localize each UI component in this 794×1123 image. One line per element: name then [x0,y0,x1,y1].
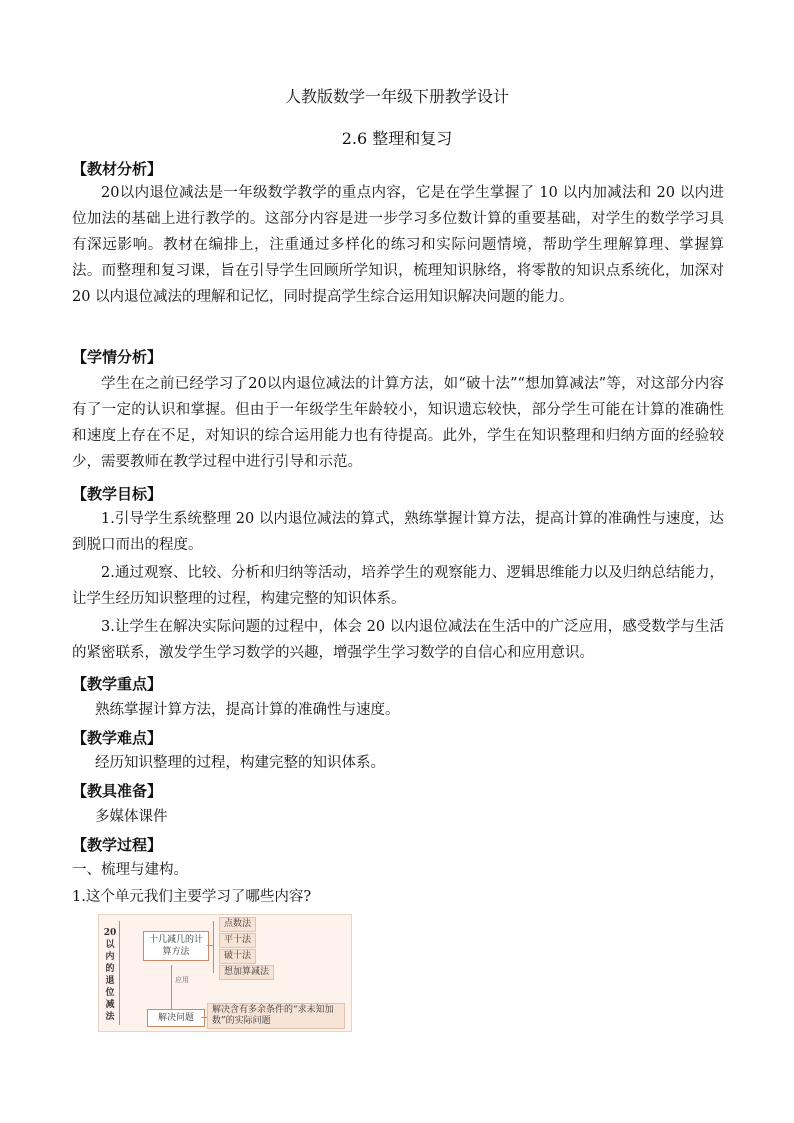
process-step-1: 一、梳理与建构。 [72,862,188,878]
diagram-bracket-line [119,921,120,1025]
section-heading-difficulty: 【教学难点】 [72,729,163,747]
section-heading-goals: 【教学目标】 [72,485,163,503]
material-paragraph: 20以内退位减法是一年级数学教学的重点内容，它是在学生掌握了 10 以内加减法和 20 以内进位加法的基础上进行教学的。这部分内容是进一步学习多位数计算的重要基础，对学生的数学学习具有深远影响。教材在编排上，注重通过多样化的练习和实际问题情境，帮助学生理解算理、掌握算法。而整理和复习课，旨在引导学生回顾所学知识，梳理知识脉络，将零散的知识点系统化，加深对 20 以内退位减法的理解和记忆，同时提高学生综合运用知识解决问题的能力。 [72,185,724,305]
section-heading-tools: 【教具准备】 [72,782,163,800]
section-heading-key: 【教学重点】 [72,675,163,693]
knowledge-diagram [98,914,352,1032]
method-item-1: 点数法 [219,917,256,932]
section-heading-material: 【教材分析】 [72,160,163,178]
tools-text: 多媒体课件 [95,809,168,825]
section-heading-process: 【教学过程】 [72,836,163,854]
students-paragraph: 学生在之前已经学习了20以内退位减法的计算方法，如“破十法”“想加算减法”等，对这部分内容有了一定的认识和掌握。但由于一年级学生年龄较小，知识遗忘较快，部分学生可能在计算的准确性和速度上存在不足，对知识的综合运用能力也有待提高。此外，学生在知识整理和归纳方面的经验较少，需要教师在教学过程中进行引导和示范。 [72,376,724,470]
goal-item-3: 3.让学生在解决实际问题的过程中，体会 20 以内退位减法在生活中的广泛应用，感受数学与生活的紧密联系，激发学生学习数学的兴趣，增强学生学习数学的自信心和应用意识。 [72,619,724,661]
key-text: 熟练掌握计算方法，提高计算的准确性与速度。 [95,702,400,718]
section-heading-students: 【学情分析】 [72,348,163,366]
lesson-title: 2.6 整理和复习 [341,129,453,148]
method-item-3: 破十法 [219,949,256,964]
method-item-2: 平十法 [219,933,256,948]
method-item-4: 想加算减法 [219,965,274,980]
process-question-1: 1.这个单元我们主要学习了哪些内容? [72,889,312,905]
goal-item-2: 2.通过观察、比较、分析和归纳等活动，培养学生的观察能力、逻辑思维能力以及归纳总结能力，让学生经历知识整理的过程，构建完整的知识体系。 [72,565,724,607]
solve-description: 解决含有多余条件的“求未知加数”的实际问题 [207,1003,345,1029]
difficulty-text: 经历知识整理的过程，构建完整的知识体系。 [95,755,385,771]
apply-arrow-line [171,965,172,1009]
document-title: 人教版数学一年级下册教学设计 [284,87,509,106]
goal-item-1: 1.引导学生系统整理 20 以内退位减法的算式，熟练掌握计算方法，提高计算的准确性与速度，达到脱口而出的程度。 [72,511,724,553]
apply-arrow-label: 应用 [175,976,189,984]
methods-bracket [213,921,214,973]
diagram-side-label: 20以内的退位减法 [103,928,117,1022]
methods-box: 十几减几的计算方法 [143,931,209,961]
solve-box: 解决问题 [147,1009,205,1027]
